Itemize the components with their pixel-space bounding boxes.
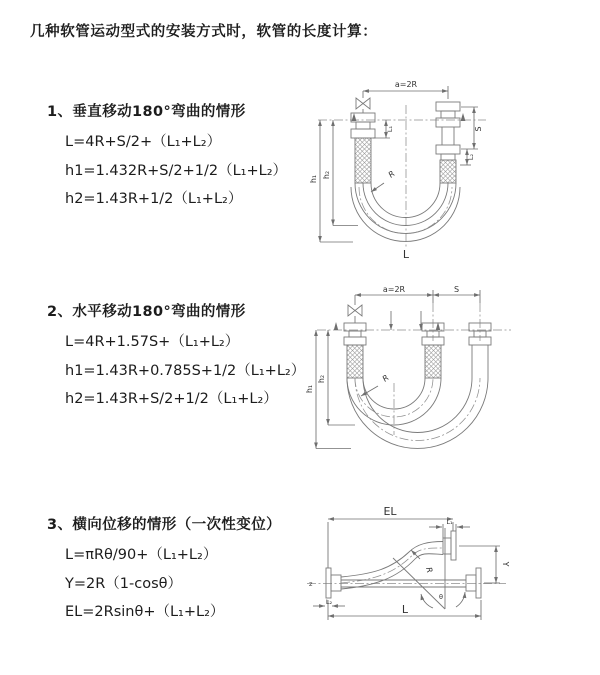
dim-label-h2: h₂ (317, 374, 326, 384)
dim-label-l2: L₂ (325, 598, 333, 606)
dim-h1 (320, 120, 353, 242)
dim-label-y: Y (501, 561, 510, 567)
dim-label-r: R (424, 566, 435, 574)
radius-arrow (371, 183, 384, 192)
left-flange (326, 568, 341, 598)
centerlines (318, 105, 486, 249)
diagram-vertical-180-bend (306, 77, 541, 262)
formula-s2-h1: h1=1.43R+0.785S+1/2（L₁+L₂） (65, 362, 306, 379)
section-lateral-displacement (47, 513, 281, 627)
dim-label-h1: h₁ (309, 174, 318, 184)
dim-label-l: L (402, 248, 410, 261)
fitting-marks (391, 311, 421, 330)
middle-pipe-fitting (422, 323, 444, 378)
section-3-heading: 3、横向位移的情形（一次性变位） (47, 517, 281, 533)
hose-u-bend (351, 183, 460, 241)
dim-l1 (429, 524, 470, 538)
section-1-heading: 1、垂直移动180°弯曲的情形 (47, 104, 246, 120)
diagram-lateral-displacement (293, 498, 593, 658)
dim-label-l1: L₁ (446, 518, 453, 526)
formula-s2-h2: h2=1.43R+S/2+1/2（L₁+L₂） (65, 391, 278, 407)
valve-icon (356, 91, 370, 113)
dim-label-a2r: a=2R (394, 80, 418, 89)
hose-s-curve (341, 542, 443, 590)
centerline-mark: z (309, 580, 313, 588)
dim-label-r: R (380, 373, 391, 384)
dim-label-theta: θ (439, 593, 443, 601)
dim-label-l: L (401, 603, 409, 616)
left-pipe-fitting (344, 323, 366, 378)
right-pipe-fitting (436, 102, 460, 183)
dim-label-h2: h₂ (322, 170, 331, 180)
dim-el (328, 519, 453, 568)
page-title: 几种软管运动型式的安装方式时，软管的长度计算： (30, 24, 378, 40)
dim-label-el: EL (383, 505, 397, 518)
right-pipe-fitting (469, 323, 491, 378)
formula-s1-l: L=4R+S/2+（L₁+L₂） (65, 134, 222, 150)
dim-label-a2r: a=2R (382, 285, 406, 294)
formula-s3-el: EL=2Rsinθ+（L₁+L₂） (65, 604, 225, 620)
dim-label-r: R (386, 169, 397, 180)
angle-construction (393, 528, 445, 609)
radius-arrow (411, 550, 420, 559)
dim-label-l1: L₁ (386, 125, 394, 133)
dim-h1 (316, 330, 351, 449)
dim-label-s: S (453, 285, 460, 294)
formula-s1-h1: h1=1.432R+S/2+1/2（L₁+L₂） (65, 162, 288, 179)
right-flange (466, 568, 481, 598)
angle-arrows (421, 592, 465, 608)
section-2-heading: 2、水平移动180°弯曲的情形 (47, 304, 246, 320)
formula-s3-y: Y=2R（1-cosθ） (65, 575, 183, 592)
dim-label-s: S (474, 126, 483, 132)
section-horizontal-movement (47, 300, 305, 414)
dim-h2 (333, 120, 358, 226)
diagram-horizontal-180-bend (303, 283, 563, 458)
dim-y (459, 546, 500, 583)
formula-s3-l: L=πRθ/90+（L₁+L₂） (65, 547, 218, 563)
dim-label-h1: h₁ (305, 384, 314, 394)
valve-icon (348, 295, 362, 323)
hose-u-bends (347, 378, 488, 448)
formula-s2-l: L=4R+1.57S+（L₁+L₂） (65, 334, 240, 350)
section-vertical-movement (47, 100, 287, 214)
left-pipe-fitting (351, 113, 375, 183)
dim-label-l2: L₂ (467, 153, 475, 161)
formula-s1-h2: h2=1.43R+1/2（L₁+L₂） (65, 191, 243, 207)
